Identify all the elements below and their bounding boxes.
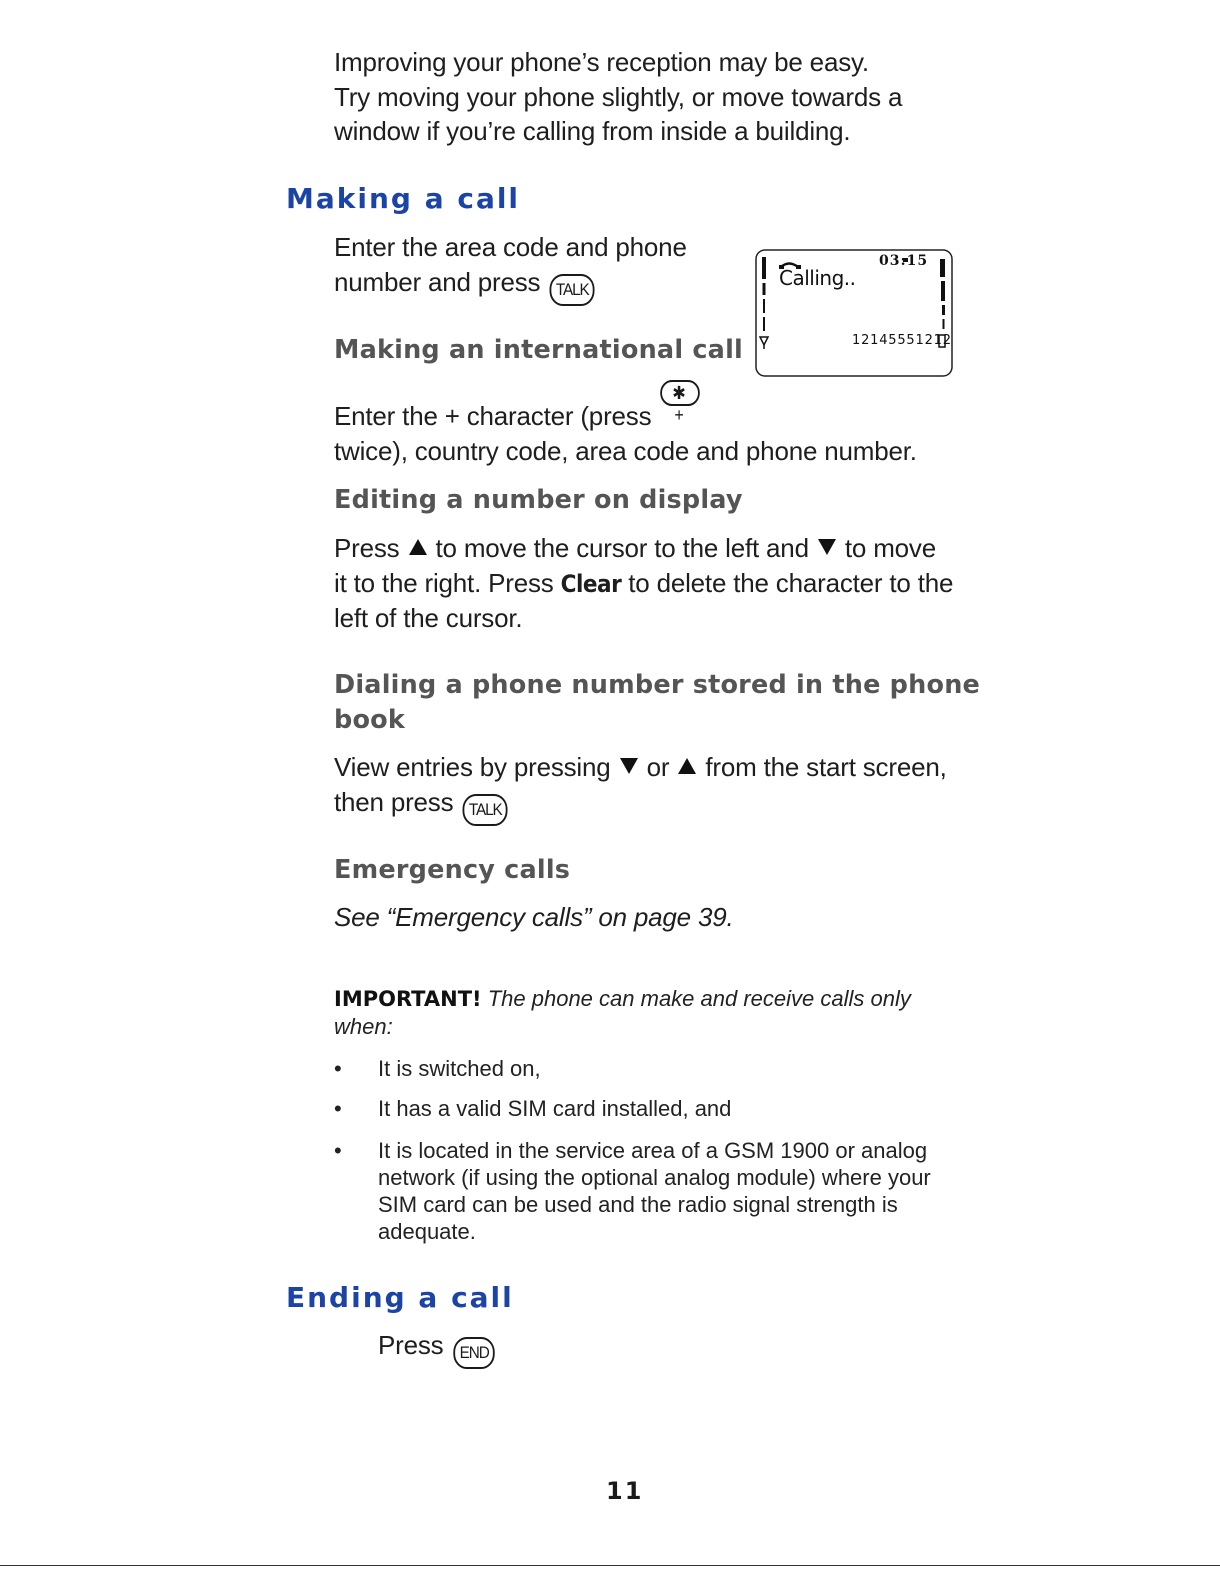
dialing-line-1-c: from the start screen,: [705, 752, 947, 782]
international-line-1-text: Enter the + character (press: [334, 401, 652, 431]
making-call-text: [334, 230, 754, 306]
important-bullet-2: [334, 1095, 974, 1123]
editing-number-text: [334, 531, 1034, 636]
bullet-3-line-1: It is located in the service area of a GSM 1900 or analog: [378, 1138, 928, 1163]
dialing-line-1: [334, 750, 1034, 785]
bullet-3-line-3: SIM card can be used and the radio signal strength is: [378, 1192, 898, 1217]
important-bullet-1: [334, 1055, 974, 1083]
emergency-calls-heading: Emergency calls: [334, 855, 571, 885]
end-key-icon: END: [453, 1337, 495, 1369]
phone-display-number: 12145551212: [852, 333, 952, 348]
up-arrow-icon: [409, 539, 427, 555]
important-label: IMPORTANT!: [334, 987, 482, 1011]
intro-line-1: Improving your phone’s reception may be easy.: [334, 47, 869, 77]
battery-bar-3: [942, 305, 945, 315]
dialing-line-2: [334, 785, 1034, 826]
editing-line-3: left of the cursor.: [334, 603, 523, 633]
emergency-calls-reference: See “Emergency calls” on page 39.: [334, 902, 734, 932]
international-call-heading: Making an international call: [334, 335, 743, 365]
important-text-line-2: when:: [334, 1014, 393, 1039]
bullet-dot: •: [334, 1056, 342, 1081]
international-call-text: [334, 380, 1034, 468]
battery-bar-1: [940, 259, 945, 277]
bullet-3-line-4: adequate.: [378, 1219, 476, 1244]
phone-display-time: 03:15: [879, 253, 929, 269]
signal-bar-2: [763, 283, 766, 295]
talk-key-icon: TALK: [463, 794, 508, 826]
making-call-line-2: [334, 265, 754, 306]
editing-line-1-c: to move: [844, 533, 936, 563]
bullet-dot: •: [334, 1138, 342, 1163]
important-note: [334, 985, 974, 1041]
dialing-heading-line-1: Dialing a phone number stored in the phone: [334, 670, 981, 700]
down-arrow-icon: [620, 758, 638, 774]
bottom-rule: [0, 1565, 1220, 1566]
making-call-heading: Making a call: [286, 182, 521, 215]
phone-display-illustration: [755, 249, 953, 377]
bullet-2-text: It has a valid SIM card installed, and: [378, 1096, 732, 1121]
signal-bar-1: [762, 257, 766, 279]
signal-bar-4: [763, 317, 765, 331]
battery-bar-2: [941, 281, 945, 301]
making-call-line-2-text: number and press: [334, 266, 541, 297]
international-line-1: [334, 380, 1034, 434]
clear-key-label: Clear: [560, 569, 622, 598]
battery-bar-4: [943, 319, 945, 329]
editing-line-1-a: Press: [334, 533, 400, 563]
editing-number-heading: Editing a number on display: [334, 485, 743, 515]
ending-call-text: [378, 1328, 497, 1369]
star-plus-key-icon: ✱ +: [661, 380, 701, 406]
ending-press-text: Press: [378, 1330, 444, 1360]
international-line-2: twice), country code, area code and phone number.: [334, 435, 917, 466]
dialing-phonebook-heading: [334, 668, 994, 737]
making-call-line-1: Enter the area code and phone: [334, 232, 687, 262]
page-number: 11: [606, 1477, 644, 1505]
dialing-phonebook-text: [334, 750, 1034, 826]
talk-key-icon: TALK: [550, 274, 595, 306]
signal-bar-3: [763, 299, 765, 313]
intro-line-2: Try moving your phone slightly, or move towards a: [334, 81, 903, 112]
bullet-3-text: [378, 1137, 968, 1245]
bullet-1-text: It is switched on,: [378, 1056, 541, 1081]
ending-call-heading: Ending a call: [286, 1281, 514, 1314]
bullet-dot: •: [334, 1096, 342, 1121]
editing-line-1-b: to move the cursor to the left and: [435, 533, 809, 563]
important-bullet-3: [334, 1137, 974, 1247]
intro-paragraph: [334, 45, 1034, 149]
dialing-line-1-b: or: [646, 752, 670, 782]
editing-line-1: [334, 531, 1034, 566]
phone-display-status: Calling..: [779, 266, 856, 290]
bullet-3-line-2: network (if using the optional analog module) where your: [378, 1165, 931, 1190]
up-arrow-icon: [678, 758, 696, 774]
dialing-line-1-a: View entries by pressing: [334, 752, 611, 782]
intro-line-3: window if you’re calling from inside a building.: [334, 116, 851, 146]
important-text-line-1: The phone can make and receive calls only: [481, 986, 911, 1011]
editing-line-2-a: it to the right. Press: [334, 567, 554, 598]
editing-line-2-b: to delete the character to the: [628, 567, 954, 598]
editing-line-2: [334, 566, 1034, 602]
important-note-line-1: [334, 985, 974, 1013]
dialing-heading-line-2: book: [334, 704, 406, 735]
down-arrow-icon: [818, 539, 836, 555]
dialing-line-2-a: then press: [334, 786, 454, 817]
